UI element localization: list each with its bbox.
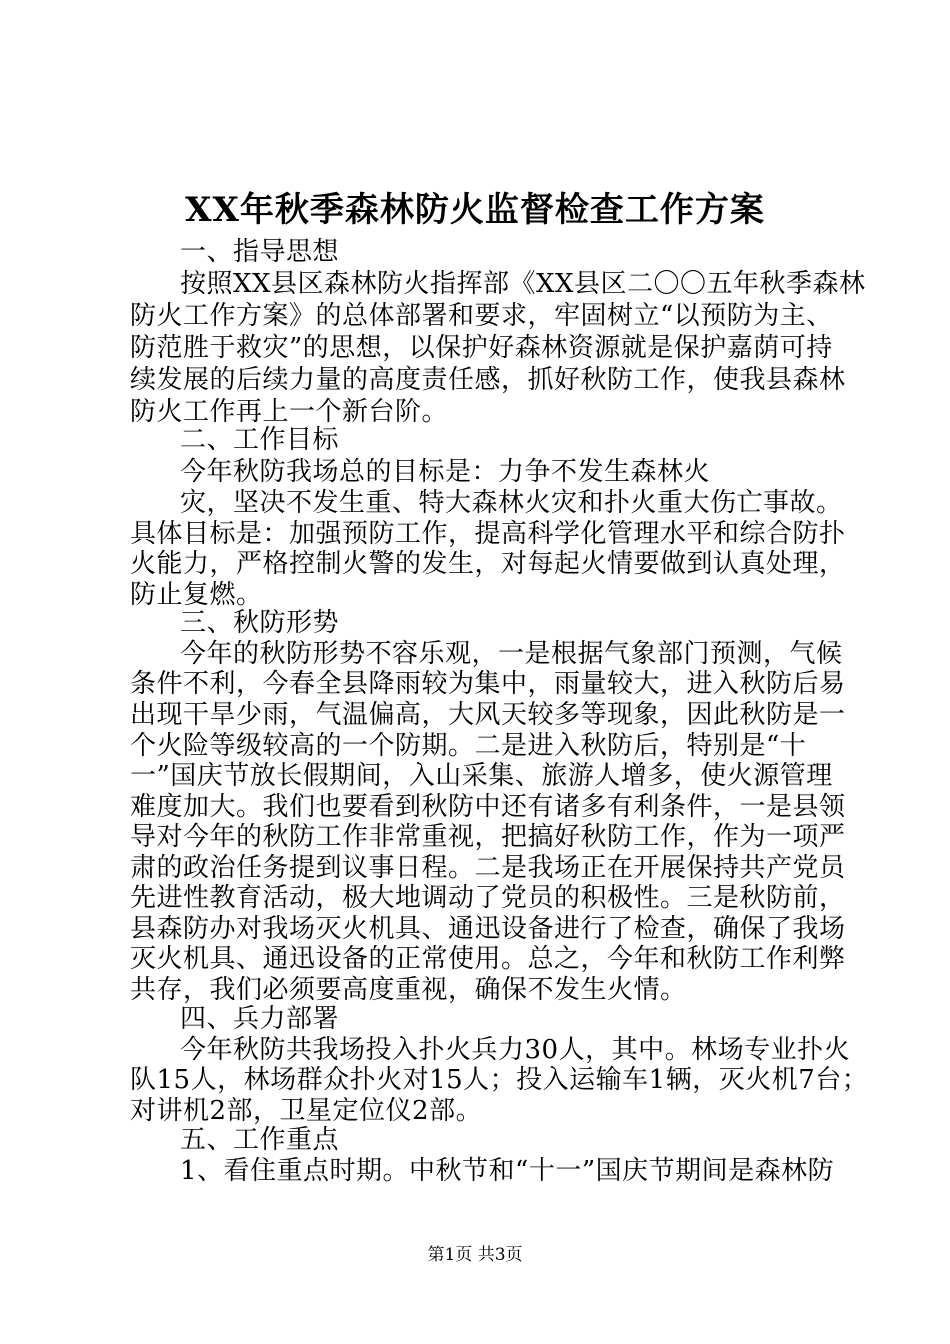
paragraph-line: 火能力，严格控制火警的发生，对每起火情要做到认真处理， (130, 549, 846, 579)
paragraph-line: 1、看住重点时期。中秋节和“十一”国庆节期间是森林防 (180, 1156, 835, 1186)
paragraph-line: 防范胜于救灾”的思想，以保护好森林资源就是保护嘉荫可持 (130, 333, 833, 363)
paragraph-line: 队15人，林场群众扑火对15人；投入运输车1辆，灭火机7台； (130, 1065, 869, 1095)
paragraph-line: 对讲机2部，卫星定位仪2部。 (130, 1096, 483, 1126)
paragraph-line: 县森防办对我场灭火机具、通迅设备进行了检查，确保了我场 (130, 914, 846, 944)
paragraph-line: 一”国庆节放长假期间，入山采集、旅游人增多，使火源管理 (130, 761, 833, 791)
section-heading: 二、工作目标 (180, 425, 340, 455)
paragraph-line: 今年秋防共我场投入扑火兵力30人，其中。林场专业扑火 (180, 1035, 851, 1065)
paragraph-line: 今年秋防我场总的目标是：力争不发生森林火 (180, 457, 711, 487)
paragraph-line: 今年的秋防形势不容乐观，一是根据气象部门预测，气候 (180, 639, 843, 669)
paragraph-line: 防火工作方案》的总体部署和要求，牢固树立“以预防为主、 (130, 301, 833, 331)
paragraph-line: 出现干旱少雨，气温偏高，大风天较多等现象，因此秋防是一 (130, 700, 846, 730)
paragraph-line: 防火工作再上一个新台阶。 (130, 397, 449, 427)
paragraph-line: 先进性教育活动，极大地调动了党员的积极性。三是秋防前， (130, 883, 846, 913)
section-heading: 三、秋防形势 (180, 608, 340, 638)
paragraph-line: 共存，我们必须要高度重视，确保不发生火情。 (130, 975, 687, 1005)
paragraph-line: 导对今年的秋防工作非常重视，把搞好秋防工作，作为一项严 (130, 822, 846, 852)
paragraph-line: 灭火机具、通迅设备的正常使用。总之，今年和秋防工作利弊 (130, 944, 846, 974)
paragraph-line: 续发展的后续力量的高度责任感，抓好秋防工作，使我县森林 (130, 365, 846, 395)
paragraph-line: 条件不利，今春全县降雨较为集中，雨量较大，进入秋防后易 (130, 669, 846, 699)
paragraph-line: 防止复燃。 (130, 580, 263, 610)
paragraph-line: 具体目标是：加强预防工作，提高科学化管理水平和综合防扑 (130, 519, 846, 549)
paragraph-line: 肃的政治任务提到议事日程。二是我场正在开展保持共产党员 (130, 853, 846, 883)
section-heading: 五、工作重点 (180, 1125, 340, 1155)
paragraph-line: 个火险等级较高的一个防期。二是进入秋防后，特别是“十 (130, 731, 807, 761)
section-heading: 一、指导思想 (180, 237, 340, 267)
paragraph-line: 难度加大。我们也要看到秋防中还有诸多有利条件，一是县领 (130, 792, 846, 822)
paragraph-line: 灾，坚决不发生重、特大森林火灾和扑火重大伤亡事故。 (180, 488, 843, 518)
paragraph-line: 按照XX县区森林防火指挥部《XX县区二〇〇五年秋季森林 (180, 269, 866, 299)
page-footer: 第1页 共3页 (427, 1245, 523, 1265)
document-title: XX年秋季森林防火监督检查工作方案 (185, 190, 765, 230)
section-heading: 四、兵力部署 (180, 1004, 340, 1034)
